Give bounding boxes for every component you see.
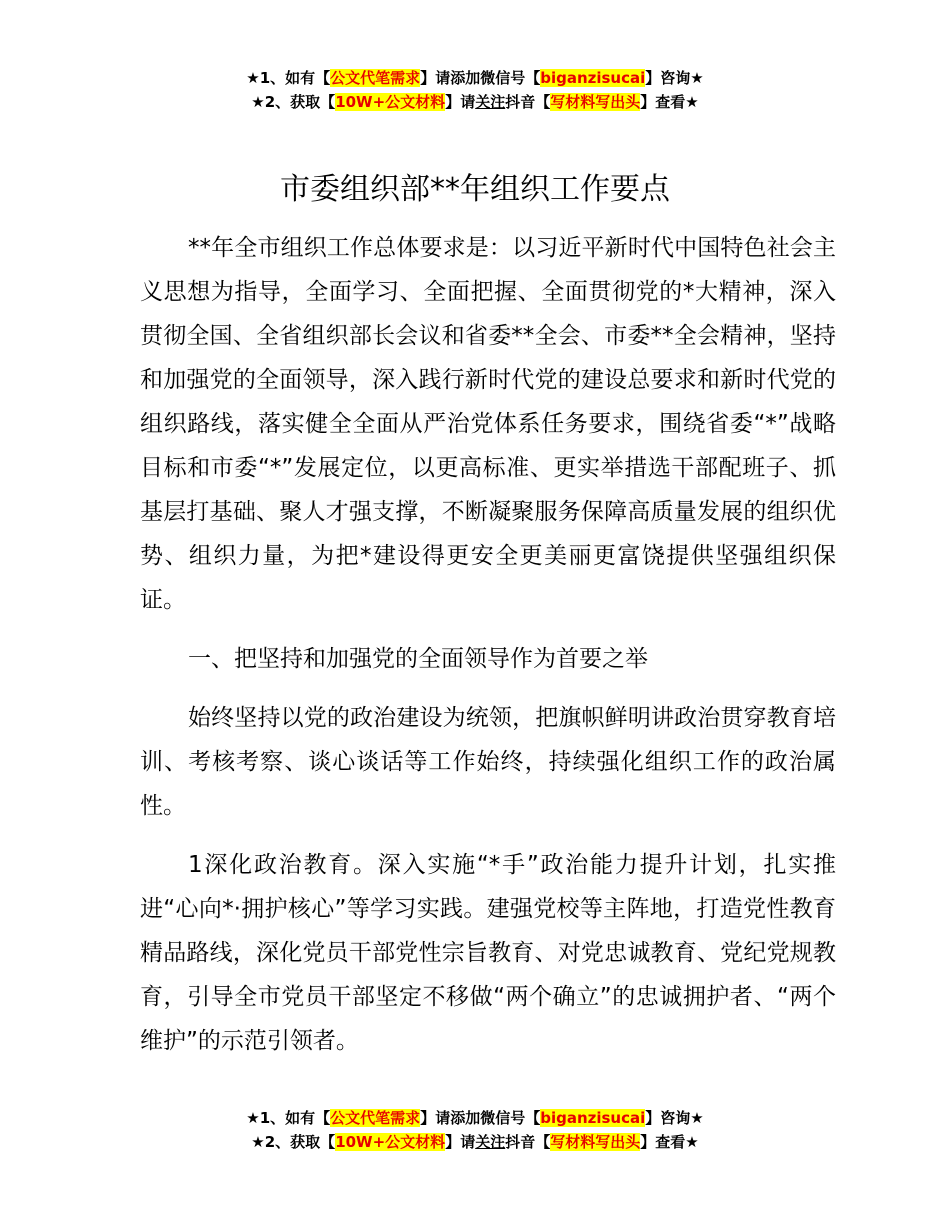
footer-promo-banner <box>0 1106 950 1154</box>
header-line1-mid: 】请添加微信号【 <box>420 69 541 87</box>
footer-highlight-wechat-id: biganzisucai <box>540 1109 646 1127</box>
header-promo-banner <box>0 66 950 114</box>
section-heading-1: 一、把坚持和加强党的全面领导作为首要之举 <box>188 646 648 672</box>
footer-highlight-douyin-account: 写材料写出头 <box>550 1133 641 1151</box>
footer-highlight-ghostwriting: 公文代笔需求 <box>330 1109 421 1127</box>
footer-line2-mid2: 抖音【 <box>505 1133 551 1151</box>
header-highlight-douyin-account: 写材料写出头 <box>550 93 641 111</box>
footer-line1-prefix: ★1、如有【 <box>246 1109 331 1127</box>
footer-promo-line-2 <box>0 1130 950 1154</box>
document-body <box>140 226 836 1078</box>
footer-line2-prefix: ★2、获取【 <box>251 1133 336 1151</box>
header-highlight-wechat-id: biganzisucai <box>540 69 646 87</box>
footer-promo-line-1 <box>0 1106 950 1130</box>
header-line1-prefix: ★1、如有【 <box>246 69 331 87</box>
header-line2-suffix: 】查看★ <box>640 93 699 111</box>
header-underlined-follow: 关注 <box>475 93 506 111</box>
header-highlight-materials: 10W+公文材料 <box>335 93 446 111</box>
paragraph-general-requirements: **年全市组织工作总体要求是：以习近平新时代中国特色社会主义思想为指导，全面学习、全面把握、全面贯彻党的*大精神，深入贯彻全国、全省组织部长会议和省委**全会、市委**全会精神，坚持和加强党的全面领导，深入践行新时代党的建设总要求和新时代党的组织路线，落实健全全面从严治党体系任务要求，围绕省委“*”战略目标和市委“*”发展定位，以更高标准、更实举措选干部配班子、抓基层打基础、聚人才强支撑，不断凝聚服务保障高质量发展的组织优势、组织力量，为把*建设得更安全更美丽更富饶提供坚强组织保证。 <box>140 235 836 613</box>
footer-underlined-follow: 关注 <box>475 1133 506 1151</box>
header-promo-line-2 <box>0 90 950 114</box>
footer-highlight-materials: 10W+公文材料 <box>335 1133 446 1151</box>
footer-line2-suffix: 】查看★ <box>640 1133 699 1151</box>
document-title: 市委组织部**年组织工作要点 <box>280 172 670 207</box>
header-line1-suffix: 】咨询★ <box>645 69 704 87</box>
paragraph-item-1-political-education: 1深化政治教育。深入实施“*手”政治能力提升计划，扎实推进“心向*·拥护核心”等学习实践。建强党校等主阵地，打造党性教育精品路线，深化党员干部党性宗旨教育、对党忠诚教育、党纪党规教育，引导全市党员干部坚定不移做“两个确立”的忠诚拥护者、“两个维护”的示范引领者。 <box>140 852 836 1054</box>
header-promo-line-1 <box>0 66 950 90</box>
footer-line1-suffix: 】咨询★ <box>645 1109 704 1127</box>
header-line2-prefix: ★2、获取【 <box>251 93 336 111</box>
footer-line2-mid1: 】请 <box>445 1133 476 1151</box>
footer-line1-mid: 】请添加微信号【 <box>420 1109 541 1127</box>
paragraph-section-1-intro: 始终坚持以党的政治建设为统领，把旗帜鲜明讲政治贯穿教育培训、考核考察、谈心谈话等工作始终，持续强化组织工作的政治属性。 <box>140 705 836 819</box>
header-line2-mid1: 】请 <box>445 93 476 111</box>
header-highlight-ghostwriting: 公文代笔需求 <box>330 69 421 87</box>
header-line2-mid2: 抖音【 <box>505 93 551 111</box>
